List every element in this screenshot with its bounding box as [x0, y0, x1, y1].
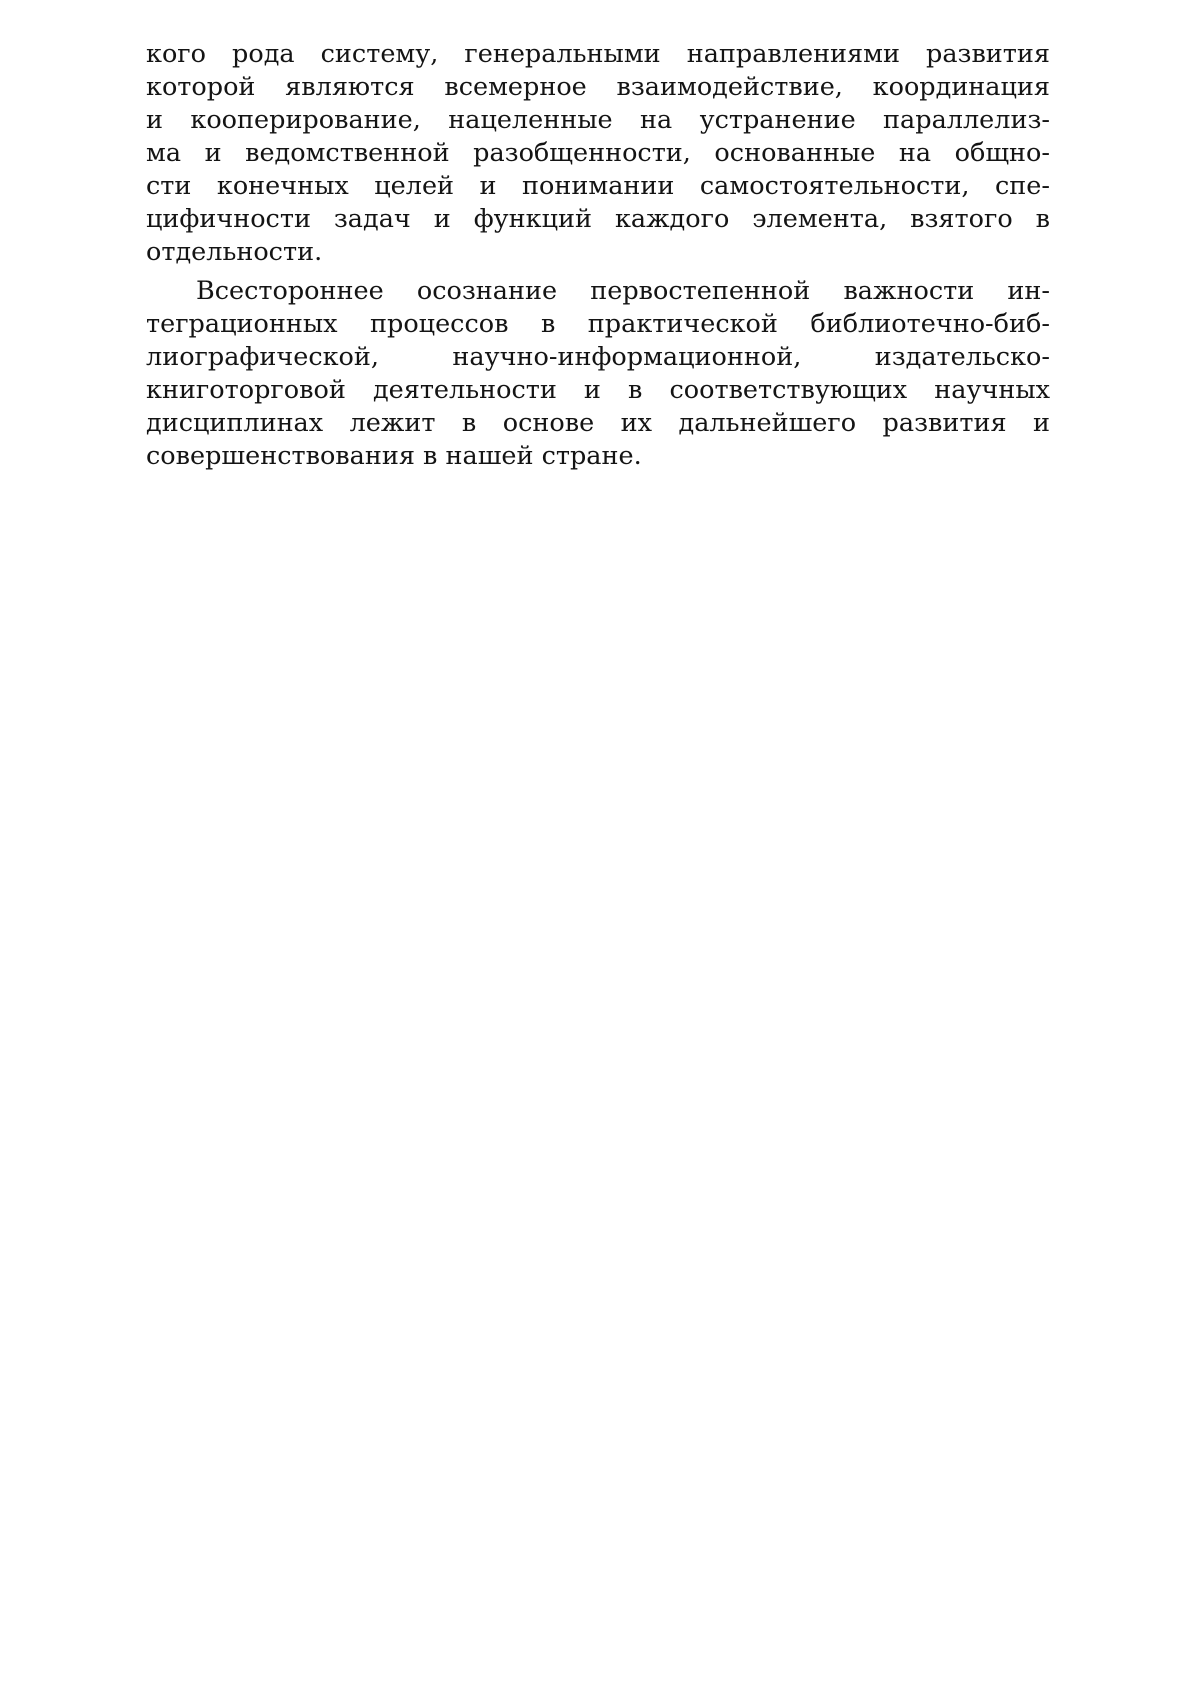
text-line: теграционных процессов в практической библиотечно-биб-	[146, 309, 1050, 339]
body-text	[146, 38, 1050, 473]
text-line: сти конечных целей и понимании самостоятельности, спе-	[146, 171, 1050, 201]
text-line: ма и ведомственной разобщенности, основанные на общно-	[146, 138, 1050, 168]
text-line: книготорговой деятельности и в соответствующих научных	[146, 375, 1050, 405]
text-line: цифичности задач и функций каждого элемента, взятого в	[146, 204, 1050, 234]
text-line: кого рода систему, генеральными направлениями развития	[146, 39, 1050, 69]
text-line: совершенствования в нашей стране.	[146, 441, 642, 471]
text-line: дисциплинах лежит в основе их дальнейшего развития и	[146, 408, 1050, 438]
text-line: и кооперирование, нацеленные на устранение параллелиз-	[146, 105, 1050, 135]
paragraph-2	[146, 275, 1050, 473]
text-line: которой являются всемерное взаимодействие, координация	[146, 72, 1050, 102]
text-line: лиографической, научно-информационной, издательско-	[146, 342, 1050, 372]
text-line: отдельности.	[146, 237, 323, 267]
paragraph-1	[146, 38, 1050, 269]
text-line: Всестороннее осознание первостепенной важности ин-	[196, 276, 1050, 306]
